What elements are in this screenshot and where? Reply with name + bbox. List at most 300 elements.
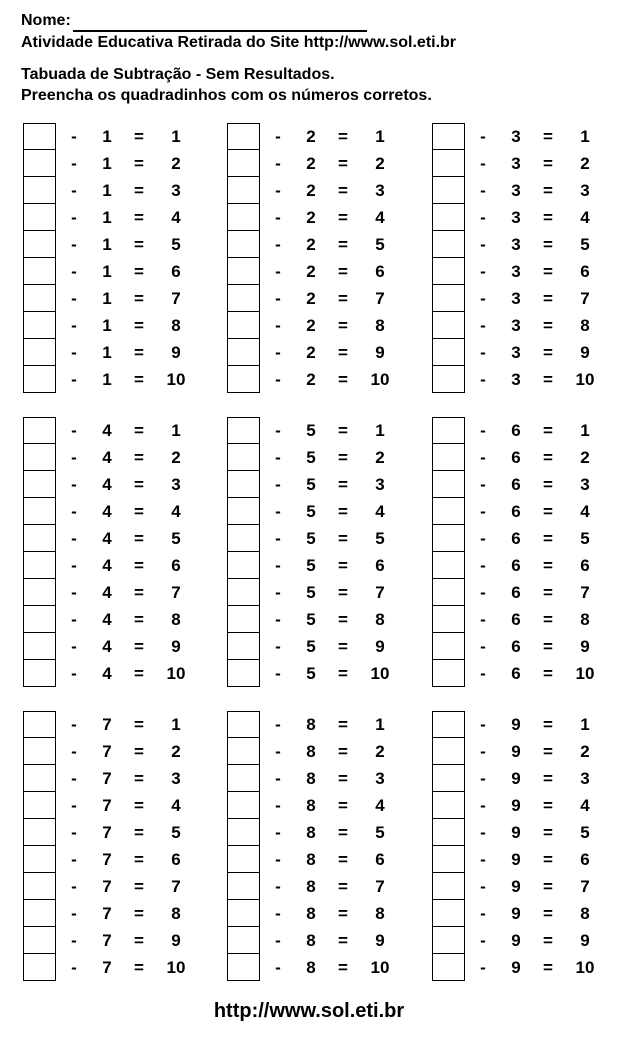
subtrahend: 6	[511, 583, 521, 602]
subtrahend: 8	[306, 931, 316, 950]
equation-row	[432, 900, 617, 927]
answer-box[interactable]	[432, 498, 465, 525]
answer-box[interactable]	[432, 792, 465, 819]
equation-row	[227, 177, 412, 204]
equals-sign: =	[543, 823, 553, 842]
answer-box[interactable]	[432, 339, 465, 366]
answer-box[interactable]	[227, 525, 260, 552]
result: 8	[171, 904, 181, 923]
minus-sign: -	[275, 958, 281, 977]
equation-row	[23, 525, 208, 552]
answer-box[interactable]	[23, 417, 56, 444]
minus-sign: -	[480, 742, 486, 761]
result: 1	[580, 127, 590, 146]
result: 5	[580, 529, 590, 548]
result: 2	[580, 742, 590, 761]
equals-sign: =	[134, 796, 144, 815]
equation-row	[23, 339, 208, 366]
subtrahend: 3	[511, 343, 521, 362]
result: 9	[171, 931, 181, 950]
equals-sign: =	[338, 664, 348, 683]
equation-row	[23, 204, 208, 231]
subtrahend: 9	[511, 823, 521, 842]
equation-row	[432, 873, 617, 900]
equation-row	[432, 471, 617, 498]
result: 5	[171, 235, 181, 254]
result: 4	[580, 502, 590, 521]
answer-box[interactable]	[227, 579, 260, 606]
equation-row	[432, 231, 617, 258]
answer-box[interactable]	[432, 633, 465, 660]
answer-box[interactable]	[23, 366, 56, 393]
answer-box[interactable]	[432, 258, 465, 285]
answer-box[interactable]	[227, 819, 260, 846]
answer-box[interactable]	[432, 819, 465, 846]
equals-sign: =	[134, 715, 144, 734]
minus-sign: -	[71, 316, 77, 335]
answer-box[interactable]	[227, 444, 260, 471]
equals-sign: =	[134, 181, 144, 200]
subtrahend: 6	[511, 664, 521, 683]
subtraction-table	[227, 711, 412, 981]
result: 8	[171, 610, 181, 629]
answer-box[interactable]	[23, 204, 56, 231]
answer-box[interactable]	[432, 285, 465, 312]
result: 4	[580, 208, 590, 227]
answer-box[interactable]	[23, 660, 56, 687]
subtrahend: 4	[102, 502, 112, 521]
answer-box[interactable]	[227, 471, 260, 498]
subtrahend: 2	[306, 235, 316, 254]
answer-box[interactable]	[227, 660, 260, 687]
subtrahend: 1	[102, 181, 112, 200]
worksheet-instruction: Preencha os quadradinhos com os números corretos.	[21, 87, 432, 104]
equals-sign: =	[543, 769, 553, 788]
minus-sign: -	[71, 958, 77, 977]
answer-box[interactable]	[227, 339, 260, 366]
answer-box[interactable]	[432, 900, 465, 927]
minus-sign: -	[275, 664, 281, 683]
answer-box[interactable]	[432, 444, 465, 471]
answer-box[interactable]	[23, 579, 56, 606]
equals-sign: =	[134, 343, 144, 362]
subtrahend: 7	[102, 931, 112, 950]
answer-box[interactable]	[227, 738, 260, 765]
equation-row	[23, 819, 208, 846]
equals-sign: =	[338, 715, 348, 734]
result: 9	[171, 637, 181, 656]
subtrahend: 1	[102, 316, 112, 335]
equation-row	[23, 498, 208, 525]
result: 10	[370, 664, 390, 683]
subtrahend: 1	[102, 343, 112, 362]
subtrahend: 3	[511, 316, 521, 335]
answer-box[interactable]	[23, 444, 56, 471]
subtrahend: 3	[511, 235, 521, 254]
subtrahend: 9	[511, 796, 521, 815]
equation-row	[432, 366, 617, 393]
equation-row	[432, 927, 617, 954]
result: 6	[375, 262, 385, 281]
equation-row	[23, 123, 208, 150]
answer-box[interactable]	[227, 366, 260, 393]
equals-sign: =	[543, 127, 553, 146]
answer-box[interactable]	[432, 606, 465, 633]
subtrahend: 7	[102, 715, 112, 734]
result: 3	[171, 181, 181, 200]
subtrahend: 9	[511, 850, 521, 869]
result: 7	[580, 583, 590, 602]
result: 3	[171, 475, 181, 494]
subtrahend: 4	[102, 637, 112, 656]
equation-row	[432, 660, 617, 687]
equals-sign: =	[338, 637, 348, 656]
answer-box[interactable]	[432, 552, 465, 579]
answer-box[interactable]	[227, 258, 260, 285]
subtrahend: 3	[511, 181, 521, 200]
answer-box[interactable]	[227, 927, 260, 954]
answer-box[interactable]	[23, 471, 56, 498]
minus-sign: -	[480, 235, 486, 254]
result: 8	[171, 316, 181, 335]
answer-box[interactable]	[227, 312, 260, 339]
equation-row	[227, 792, 412, 819]
equals-sign: =	[134, 769, 144, 788]
answer-box[interactable]	[23, 819, 56, 846]
equation-row	[23, 471, 208, 498]
result: 5	[171, 529, 181, 548]
result: 10	[575, 664, 595, 683]
minus-sign: -	[71, 931, 77, 950]
answer-box[interactable]	[227, 606, 260, 633]
result: 3	[375, 769, 385, 788]
equation-row	[23, 444, 208, 471]
minus-sign: -	[480, 610, 486, 629]
answer-box[interactable]	[227, 498, 260, 525]
equals-sign: =	[134, 904, 144, 923]
subtrahend: 6	[511, 529, 521, 548]
answer-box[interactable]	[227, 711, 260, 738]
equation-row	[432, 204, 617, 231]
equals-sign: =	[338, 181, 348, 200]
equation-row	[432, 819, 617, 846]
answer-box[interactable]	[23, 285, 56, 312]
minus-sign: -	[480, 715, 486, 734]
answer-box[interactable]	[23, 846, 56, 873]
answer-box[interactable]	[23, 552, 56, 579]
subtrahend: 7	[102, 877, 112, 896]
equation-row	[23, 765, 208, 792]
answer-box[interactable]	[23, 339, 56, 366]
minus-sign: -	[71, 448, 77, 467]
answer-box[interactable]	[432, 366, 465, 393]
answer-box[interactable]	[227, 954, 260, 981]
answer-box[interactable]	[23, 738, 56, 765]
answer-box[interactable]	[23, 177, 56, 204]
answer-box[interactable]	[227, 792, 260, 819]
minus-sign: -	[480, 127, 486, 146]
answer-box[interactable]	[23, 954, 56, 981]
minus-sign: -	[480, 370, 486, 389]
subtrahend: 1	[102, 262, 112, 281]
subtrahend: 9	[511, 904, 521, 923]
minus-sign: -	[480, 877, 486, 896]
subtrahend: 6	[511, 637, 521, 656]
equals-sign: =	[543, 715, 553, 734]
result: 1	[580, 421, 590, 440]
subtrahend: 5	[306, 529, 316, 548]
equation-row	[227, 444, 412, 471]
subtrahend: 5	[306, 556, 316, 575]
equals-sign: =	[338, 610, 348, 629]
minus-sign: -	[480, 154, 486, 173]
equals-sign: =	[338, 289, 348, 308]
name-blank-line[interactable]	[73, 14, 367, 32]
equation-row	[432, 417, 617, 444]
subtrahend: 4	[102, 475, 112, 494]
equals-sign: =	[134, 448, 144, 467]
answer-box[interactable]	[432, 579, 465, 606]
minus-sign: -	[71, 877, 77, 896]
subtrahend: 9	[511, 769, 521, 788]
answer-box[interactable]	[432, 738, 465, 765]
answer-box[interactable]	[227, 417, 260, 444]
equation-row	[23, 417, 208, 444]
subtrahend: 7	[102, 796, 112, 815]
result: 1	[171, 127, 181, 146]
equation-row	[227, 312, 412, 339]
subtrahend: 9	[511, 715, 521, 734]
equation-row	[227, 711, 412, 738]
result: 3	[375, 475, 385, 494]
minus-sign: -	[275, 235, 281, 254]
equation-row	[227, 660, 412, 687]
equals-sign: =	[338, 370, 348, 389]
answer-box[interactable]	[23, 258, 56, 285]
result: 8	[580, 610, 590, 629]
answer-box[interactable]	[227, 123, 260, 150]
minus-sign: -	[71, 904, 77, 923]
answer-box[interactable]	[23, 633, 56, 660]
result: 2	[375, 448, 385, 467]
result: 1	[375, 127, 385, 146]
subtrahend: 9	[511, 931, 521, 950]
answer-box[interactable]	[432, 471, 465, 498]
result: 6	[580, 850, 590, 869]
minus-sign: -	[71, 823, 77, 842]
subtrahend: 8	[306, 850, 316, 869]
subtrahend: 2	[306, 181, 316, 200]
subtrahend: 6	[511, 475, 521, 494]
equals-sign: =	[543, 475, 553, 494]
equals-sign: =	[134, 664, 144, 683]
answer-box[interactable]	[23, 873, 56, 900]
minus-sign: -	[71, 715, 77, 734]
answer-box[interactable]	[227, 150, 260, 177]
subtrahend: 2	[306, 316, 316, 335]
result: 8	[375, 904, 385, 923]
answer-box[interactable]	[23, 498, 56, 525]
answer-box[interactable]	[432, 123, 465, 150]
minus-sign: -	[275, 370, 281, 389]
result: 10	[166, 370, 186, 389]
answer-box[interactable]	[227, 177, 260, 204]
subtrahend: 8	[306, 769, 316, 788]
minus-sign: -	[275, 289, 281, 308]
subtrahend: 4	[102, 421, 112, 440]
subtrahend: 1	[102, 235, 112, 254]
equation-row	[227, 552, 412, 579]
equation-row	[227, 846, 412, 873]
equation-row	[227, 606, 412, 633]
minus-sign: -	[480, 289, 486, 308]
answer-box[interactable]	[432, 873, 465, 900]
answer-box[interactable]	[432, 231, 465, 258]
equals-sign: =	[134, 958, 144, 977]
minus-sign: -	[480, 448, 486, 467]
answer-box[interactable]	[432, 417, 465, 444]
subtraction-table	[432, 417, 617, 687]
subtrahend: 1	[102, 289, 112, 308]
equation-row	[227, 765, 412, 792]
result: 9	[375, 637, 385, 656]
minus-sign: -	[480, 664, 486, 683]
subtrahend: 5	[306, 664, 316, 683]
equals-sign: =	[338, 904, 348, 923]
minus-sign: -	[275, 502, 281, 521]
equals-sign: =	[543, 931, 553, 950]
answer-box[interactable]	[227, 765, 260, 792]
minus-sign: -	[480, 556, 486, 575]
subtrahend: 7	[102, 850, 112, 869]
subtrahend: 6	[511, 448, 521, 467]
equation-row	[227, 123, 412, 150]
minus-sign: -	[275, 796, 281, 815]
answer-box[interactable]	[227, 231, 260, 258]
minus-sign: -	[275, 637, 281, 656]
answer-box[interactable]	[227, 873, 260, 900]
equation-row	[23, 258, 208, 285]
equals-sign: =	[338, 343, 348, 362]
answer-box[interactable]	[227, 846, 260, 873]
equation-row	[23, 846, 208, 873]
answer-box[interactable]	[432, 204, 465, 231]
minus-sign: -	[275, 208, 281, 227]
answer-box[interactable]	[227, 204, 260, 231]
answer-box[interactable]	[227, 285, 260, 312]
equals-sign: =	[338, 556, 348, 575]
answer-box[interactable]	[432, 765, 465, 792]
minus-sign: -	[275, 877, 281, 896]
result: 5	[375, 823, 385, 842]
answer-box[interactable]	[227, 552, 260, 579]
answer-box[interactable]	[23, 765, 56, 792]
equals-sign: =	[543, 502, 553, 521]
equals-sign: =	[338, 796, 348, 815]
subtrahend: 3	[511, 127, 521, 146]
answer-box[interactable]	[432, 846, 465, 873]
equals-sign: =	[134, 529, 144, 548]
result: 5	[580, 235, 590, 254]
equation-row	[432, 792, 617, 819]
minus-sign: -	[275, 181, 281, 200]
minus-sign: -	[71, 664, 77, 683]
answer-box[interactable]	[432, 150, 465, 177]
minus-sign: -	[71, 583, 77, 602]
answer-box[interactable]	[23, 792, 56, 819]
answer-box[interactable]	[23, 900, 56, 927]
minus-sign: -	[480, 931, 486, 950]
answer-box[interactable]	[432, 954, 465, 981]
equals-sign: =	[543, 421, 553, 440]
answer-box[interactable]	[23, 711, 56, 738]
answer-box[interactable]	[432, 660, 465, 687]
equals-sign: =	[543, 181, 553, 200]
minus-sign: -	[71, 769, 77, 788]
equation-row	[227, 927, 412, 954]
equation-row	[432, 552, 617, 579]
result: 6	[580, 262, 590, 281]
equals-sign: =	[338, 235, 348, 254]
answer-box[interactable]	[432, 927, 465, 954]
answer-box[interactable]	[23, 606, 56, 633]
minus-sign: -	[71, 370, 77, 389]
equation-row	[432, 339, 617, 366]
minus-sign: -	[480, 343, 486, 362]
equation-row	[227, 366, 412, 393]
answer-box[interactable]	[432, 711, 465, 738]
answer-box[interactable]	[23, 150, 56, 177]
result: 1	[171, 715, 181, 734]
answer-box[interactable]	[23, 231, 56, 258]
minus-sign: -	[275, 904, 281, 923]
minus-sign: -	[275, 556, 281, 575]
minus-sign: -	[480, 904, 486, 923]
equation-row	[23, 177, 208, 204]
result: 5	[375, 529, 385, 548]
equation-row	[432, 150, 617, 177]
answer-box[interactable]	[432, 525, 465, 552]
subtrahend: 1	[102, 370, 112, 389]
equation-row	[432, 633, 617, 660]
subtrahend: 8	[306, 742, 316, 761]
answer-box[interactable]	[23, 927, 56, 954]
minus-sign: -	[71, 637, 77, 656]
answer-box[interactable]	[432, 177, 465, 204]
minus-sign: -	[275, 475, 281, 494]
equals-sign: =	[134, 235, 144, 254]
subtrahend: 7	[102, 904, 112, 923]
result: 5	[580, 823, 590, 842]
answer-box[interactable]	[227, 633, 260, 660]
subtrahend: 4	[102, 529, 112, 548]
answer-box[interactable]	[23, 312, 56, 339]
equation-row	[23, 873, 208, 900]
answer-box[interactable]	[23, 525, 56, 552]
answer-box[interactable]	[23, 123, 56, 150]
equals-sign: =	[543, 850, 553, 869]
subtrahend: 2	[306, 154, 316, 173]
answer-box[interactable]	[432, 312, 465, 339]
subtrahend: 5	[306, 502, 316, 521]
equals-sign: =	[134, 370, 144, 389]
equation-row	[227, 285, 412, 312]
equals-sign: =	[134, 421, 144, 440]
answer-box[interactable]	[227, 900, 260, 927]
equals-sign: =	[134, 610, 144, 629]
minus-sign: -	[275, 850, 281, 869]
minus-sign: -	[480, 769, 486, 788]
